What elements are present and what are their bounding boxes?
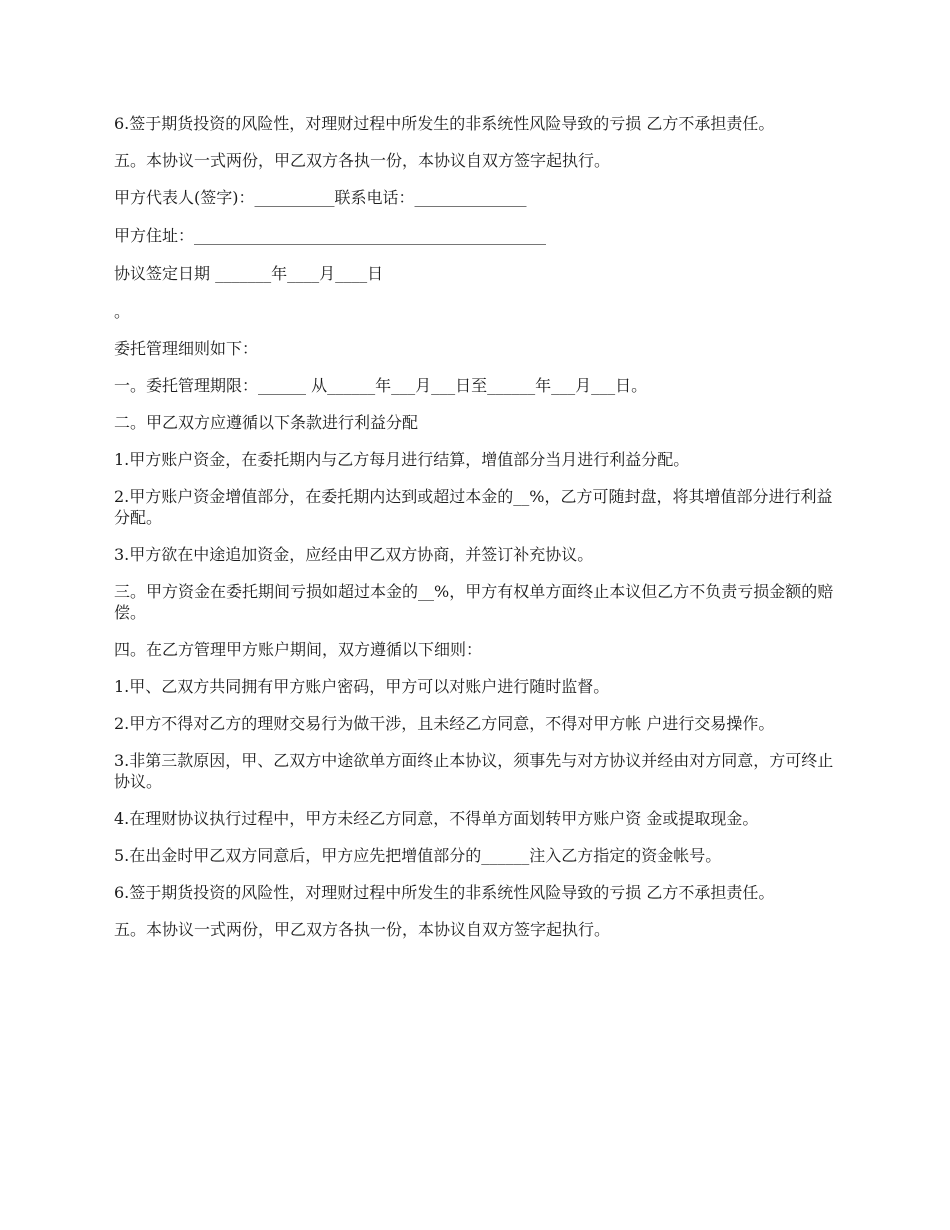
- paragraph-copies-clause: 五。本协议一式两份，甲乙双方各执一份，本协议自双方签字起执行。: [114, 151, 611, 170]
- paragraph-management-term: 一。委托管理期限：______ 从______年___月___日至______年___月___日。: [114, 376, 648, 395]
- paragraph-loss-termination: 三。甲方资金在委托期间亏损如超过本金的__%，甲方有权单方面终止本议但乙方不负责亏损金额的赔偿。: [114, 582, 834, 622]
- paragraph-representative-signature: 甲方代表人(签字)：__________联系电话：______________: [114, 188, 527, 207]
- paragraph-account-rules-heading: 四。在乙方管理甲方账户期间，双方遵循以下细则：: [114, 640, 483, 659]
- paragraph-early-termination: 3.非第三款原因，甲、乙双方中途欲单方面终止本协议，须事先与对方协议并经由对方同意，方可终止协议。: [114, 751, 834, 791]
- paragraph-no-transfer: 4.在理财协议执行过程中，甲方未经乙方同意，不得单方面划转甲方账户资 金或提取现金。: [114, 809, 759, 828]
- paragraph-shared-password: 1.甲、乙双方共同拥有甲方账户密码，甲方可以对账户进行随时监督。: [114, 677, 610, 696]
- paragraph-monthly-settlement: 1.甲方账户资金，在委托期内与乙方每月进行结算，增值部分当月进行利益分配。: [114, 450, 690, 469]
- paragraph-withdrawal: 5.在出金时甲乙双方同意后，甲方应先把增值部分的______注入乙方指定的资金帐号。: [114, 846, 722, 865]
- paragraph-period-mark: 。: [114, 302, 131, 321]
- paragraph-party-a-address: 甲方住址：____________________________________________: [114, 226, 547, 245]
- paragraph-rules-heading: 委托管理细则如下：: [114, 339, 259, 358]
- paragraph-appreciation-threshold: 2.甲方账户资金增值部分，在委托期内达到或超过本金的__%，乙方可随封盘，将其增值部分进行利益分配。: [114, 487, 833, 527]
- paragraph-risk-disclaimer-repeat: 6.签于期货投资的风险性，对理财过程中所发生的非系统性风险导致的亏损 乙方不承担责任。: [114, 883, 775, 902]
- paragraph-no-interference: 2.甲方不得对乙方的理财交易行为做干涉，且未经乙方同意，不得对甲方帐 户进行交易操作。: [114, 714, 775, 733]
- paragraph-copies-clause-repeat: 五。本协议一式两份，甲乙双方各执一份，本协议自双方签字起执行。: [114, 920, 611, 939]
- paragraph-risk-disclaimer: 6.签于期货投资的风险性，对理财过程中所发生的非系统性风险导致的亏损 乙方不承担责任。: [114, 114, 775, 133]
- paragraph-signing-date: 协议签定日期 _______年____月____日: [114, 264, 384, 283]
- paragraph-additional-funds: 3.甲方欲在中途追加资金，应经由甲乙双方协商，并签订补充协议。: [114, 545, 594, 564]
- paragraph-profit-distribution-heading: 二。甲乙双方应遵循以下条款进行利益分配: [114, 413, 419, 432]
